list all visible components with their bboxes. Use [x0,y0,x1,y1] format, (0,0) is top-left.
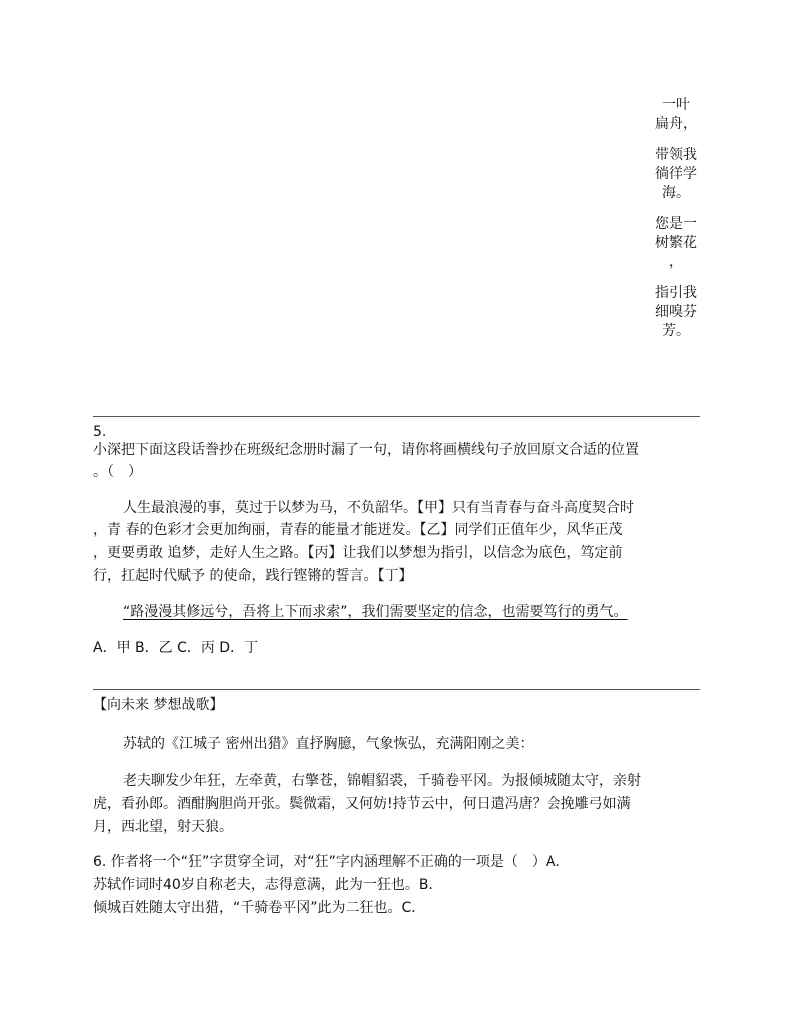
poem-line: ， [669,254,683,270]
poem-stanza [646,146,706,203]
passage-line: ，更要勇敢 追梦，走好人生之路。【丙】让我们以梦想为指引，以信念为底色，笃定前 [93,545,623,561]
passage-line: ，青 春的色彩才会更加绚丽，青春的能量才能迸发。【乙】同学们正值年少，风华正茂 [93,522,623,538]
question-6-line: 6. 作者将一个“狂”字贯穿全词，对“狂”字内涵理解不正确的一项是（ ）A． [93,854,570,870]
poem-line: 芳。 [662,323,690,339]
poem-line: 扁舟， [655,116,697,132]
poem-line: 一叶 [662,97,690,113]
poem-line: 指引我 [655,285,697,301]
side-poem [646,96,706,341]
poem-line: 细嗅芬 [655,304,697,320]
section-intro: 苏轼的《江城子 密州出猎》直抒胸臆，气象恢弘，充满阳刚之美： [123,736,534,752]
underlined-sentence: “路漫漫其修远兮，吾将上下而求索”，我们需要坚定的信念，也需要笃行的勇气。 [123,604,628,620]
poem-stanza [646,96,706,134]
divider [93,416,700,417]
ci-poem-line: 虎，看孙郎。酒酣胸胆尚开张。鬓微霜，又何妨!持节云中，何日遣冯唐？会挽雕弓如满 [93,796,631,812]
question-6-line: 苏轼作词时40岁自称老夫，志得意满，此为一狂也。B． [93,877,443,893]
answer-options: A．甲 B．乙 C．丙 D．丁 [93,640,259,656]
question-stem: 。（ ） [93,464,142,480]
question-stem: 小深把下面这段话誊抄在班级纪念册时漏了一句，请你将画横线句子放回原文合适的位置 [93,442,639,458]
poem-line: 带领我 [655,147,697,163]
divider [93,689,700,690]
section-heading: 【向未来 梦想战歌】 [93,697,224,713]
question-6-line: 倾城百姓随太守出猎，“千骑卷平冈”此为二狂也。C． [93,900,426,916]
poem-stanza [646,284,706,341]
poem-line: 海。 [662,185,690,201]
ci-poem-line: 老夫聊发少年狂，左牵黄，右擎苍，锦帽貂裘，千骑卷平冈。为报倾城随太守，亲射 [123,773,641,789]
ci-poem-line: 月，西北望，射天狼。 [93,819,233,835]
poem-stanza [646,215,706,272]
poem-line: 徜徉学 [655,166,697,182]
passage-line: 行，扛起时代赋予 的使命，践行铿锵的誓言。【丁】 [93,568,413,584]
poem-line: 树繁花 [655,235,697,251]
passage-line: 人生最浪漫的事，莫过于以梦为马，不负韶华。【甲】只有当青春与奋斗高度契合时 [123,500,634,516]
question-number: 5. [93,424,107,440]
poem-line: 您是一 [655,216,697,232]
